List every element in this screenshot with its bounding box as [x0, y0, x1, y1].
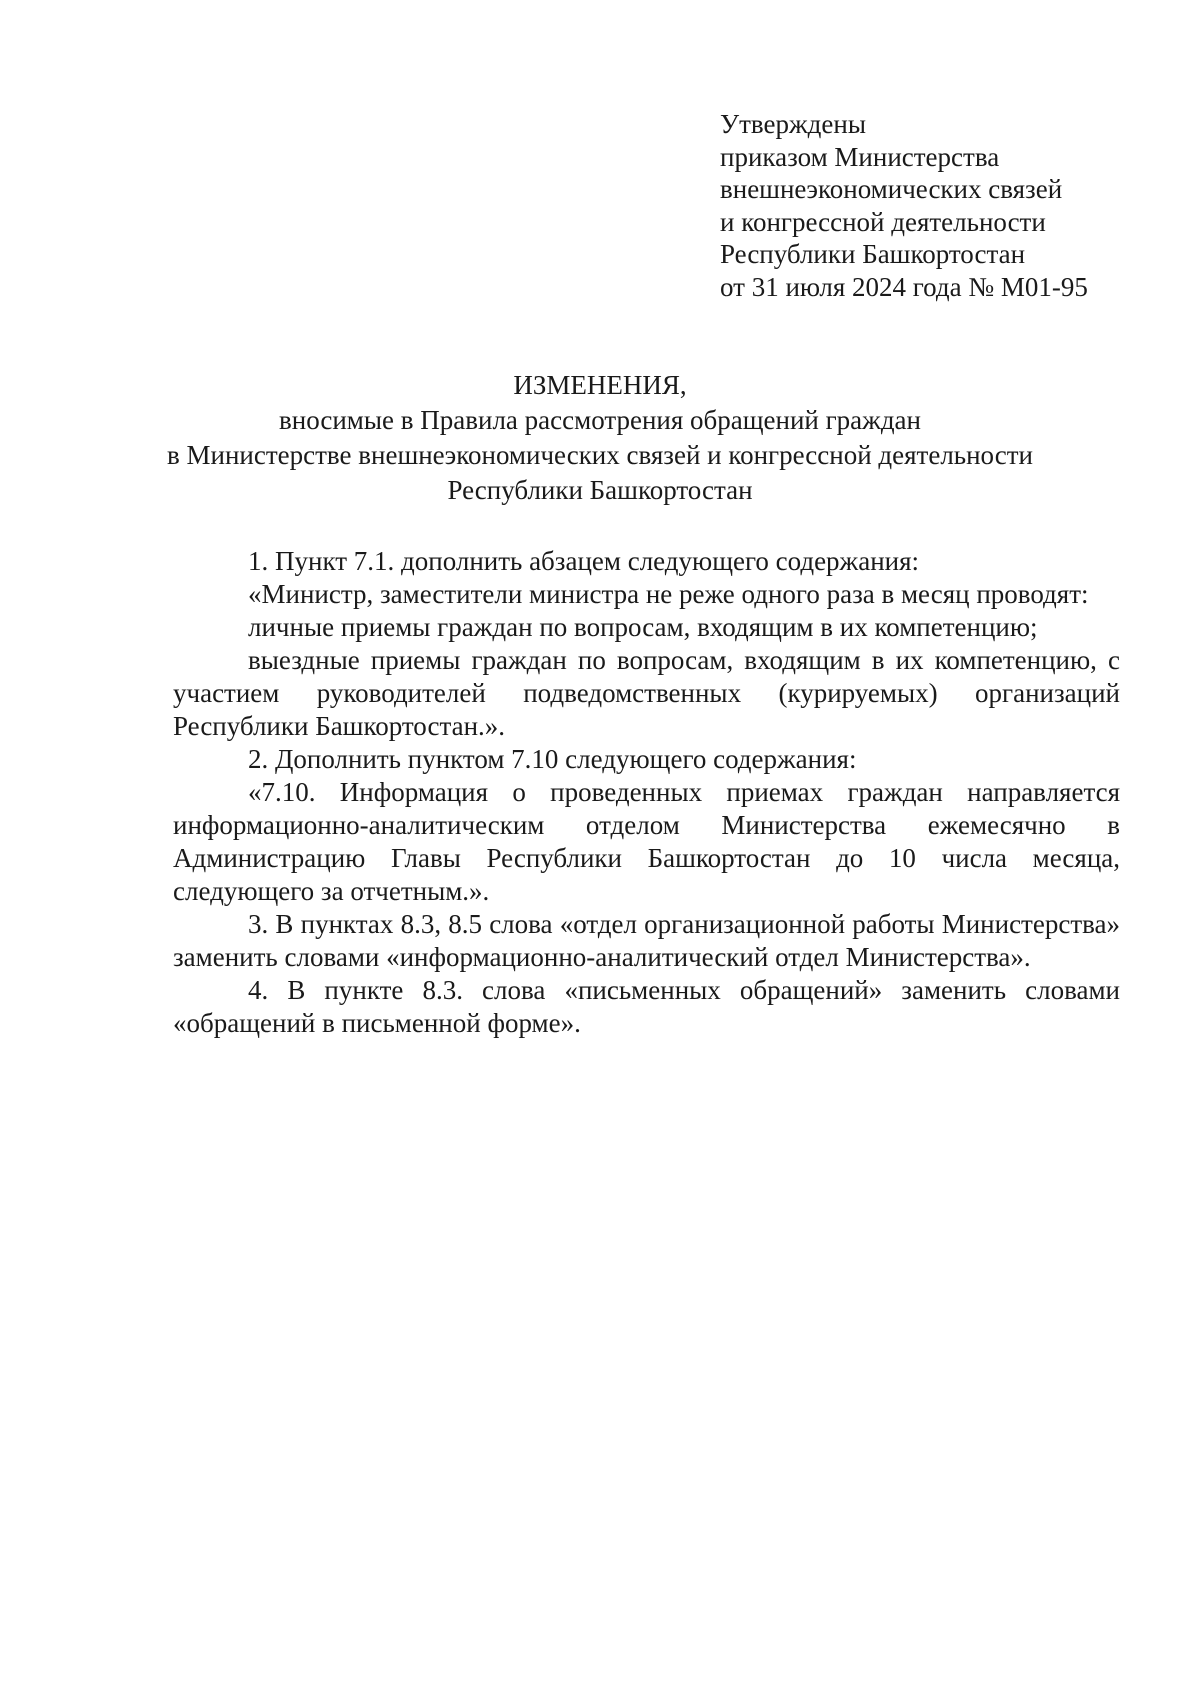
paragraph-quote: личные приемы граждан по вопросам, входящим в их компетенцию;	[248, 612, 1038, 642]
document-heading	[100, 368, 1100, 508]
paragraph-item-4: 4. В пункте 8.3. слова «письменных обращений» заменить словами «обращений в письменной форме».	[173, 975, 1120, 1038]
paragraph-item-3: 3. В пунктах 8.3, 8.5 слова «отдел организационной работы Министерства» заменить словами «информационно-аналитический отдел Министерства».	[173, 909, 1120, 972]
document-body	[173, 545, 1120, 1040]
document-title: ИЗМЕНЕНИЯ,	[513, 370, 687, 400]
approval-order-number: от 31 июля 2024 года № М01-95	[720, 271, 1088, 302]
heading-subtitle-line: в Министерстве внешнеэкономических связей и конгрессной деятельности	[167, 440, 1033, 470]
paragraph-item-1: 1. Пункт 7.1. дополнить абзацем следующего содержания:	[248, 546, 920, 576]
heading-subtitle-line: Республики Башкортостан	[447, 475, 753, 505]
approval-line: приказом Министерства	[720, 141, 1000, 172]
paragraph-item-2: 2. Дополнить пунктом 7.10 следующего содержания:	[248, 744, 857, 774]
paragraph-quote: «Министр, заместители министра не реже одного раза в месяц проводят:	[248, 579, 1089, 609]
approval-line: Республики Башкортостан	[720, 239, 1026, 269]
approval-line: Утверждены	[720, 109, 866, 139]
paragraph-quote: выездные приемы граждан по вопросам, входящим в их компетенцию, с участием руководителей подведомственных (курируемых) организаций Республики Башкортостан.».	[173, 645, 1120, 741]
heading-subtitle-line: вносимые в Правила рассмотрения обращений граждан	[279, 405, 921, 435]
approval-line: внешнеэкономических связей	[720, 174, 1063, 204]
paragraph-quote: «7.10. Информация о проведенных приемах граждан направляется информационно-аналитическим отделом Министерства ежемесячно в Администрацию Главы Республики Башкортостан до 10 числа месяца, следующего за отчетным.».	[173, 777, 1120, 906]
approval-block	[720, 108, 1160, 303]
approval-line: и конгрессной деятельности	[720, 206, 1046, 237]
